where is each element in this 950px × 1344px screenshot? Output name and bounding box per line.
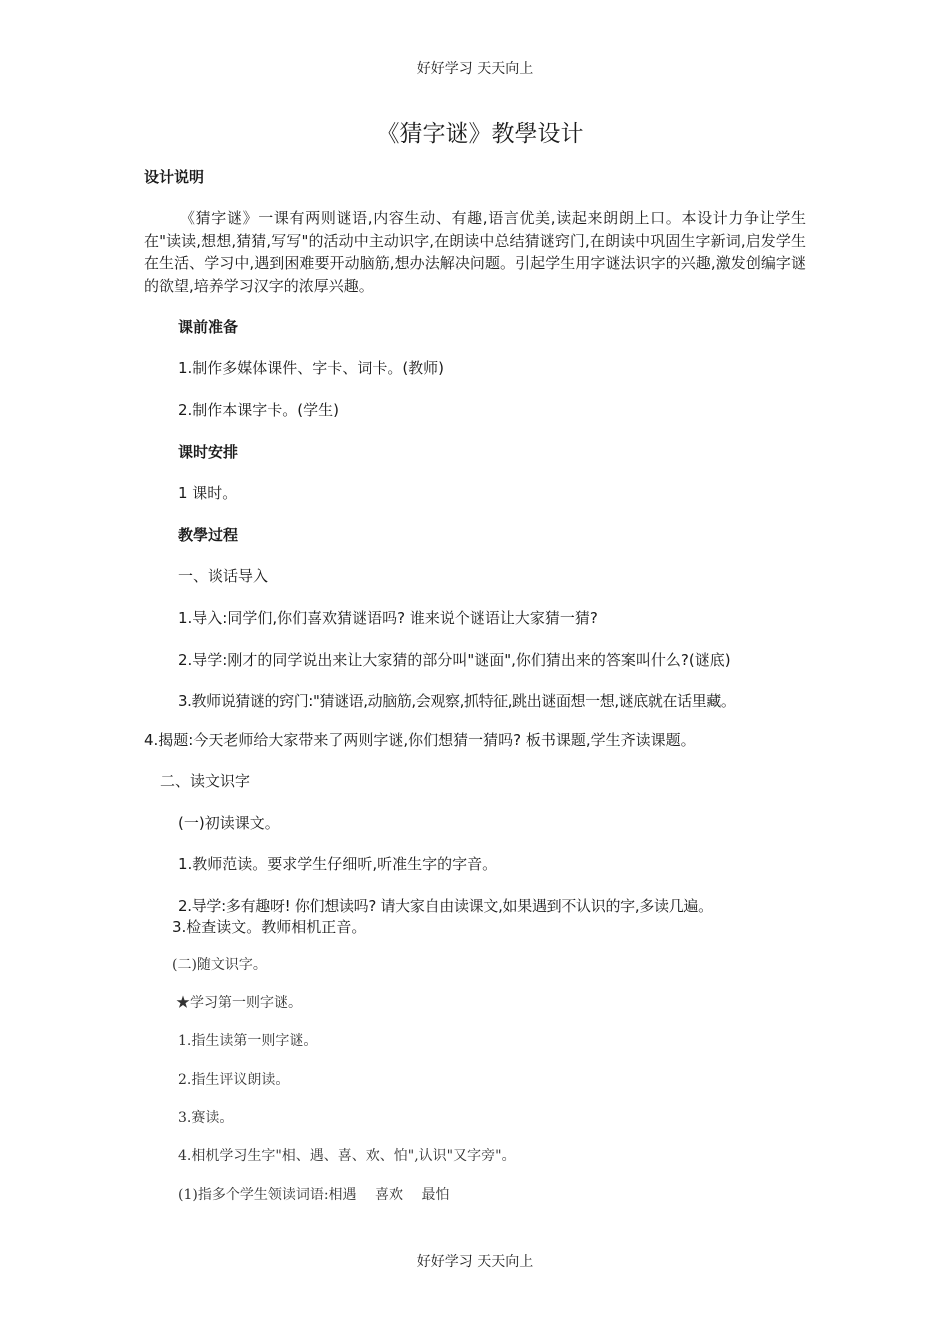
page-footer: 好好学习 天天向上: [416, 1254, 534, 1270]
sub1-heading: (一)初读课文。: [178, 814, 280, 832]
prep-item-2: 2.制作本课字卡。(学生): [178, 401, 340, 419]
design-paragraph: 《猜字谜》一课有两则谜语,内容生动、有趣,语言优美,读起来朗朗上口。本设计力争让学生在"读读,想想,猜猜,写写"的活动中主动识字,在朗读中总结猜谜窍门,在朗读中巩固生字新词,启发学生在生活、学习中,遇到困难要开动脑筋,想办法解决问题。引起学生用字谜法识字的兴趣,激发创编字谜的欲望,培养学习汉字的浓厚兴趣。: [144, 209, 806, 295]
sub2-item-1: 1.指生读第一则字谜。: [178, 1033, 318, 1049]
part2-heading: 二、读文识字: [160, 772, 251, 790]
schedule-text: 1 课时。: [178, 484, 238, 502]
document-title: 《猜字谜》教學设计: [376, 121, 584, 147]
part1-item-4: 4.揭题:今天老师给大家带来了两则字谜,你们想猜一猜吗? 板书课题,学生齐读课题。: [144, 731, 696, 749]
sub1-item-1: 1.教师范读。要求学生仔细听,听准生字的字音。: [178, 855, 498, 873]
star-item: ★学习第一则字谜。: [176, 995, 302, 1011]
sub2-item-3: 3.赛读。: [178, 1110, 234, 1126]
sub1-item-2: 2.导学:多有趣呀! 你们想读吗? 请大家自由读课文,如果遇到不认识的字,多读几遍。: [178, 897, 713, 915]
part1-item-3: 3.教师说猜谜的窍门:"猜谜语,动脑筋,会观察,抓特征,跳出谜面想一想,谜底就在话里藏。: [178, 692, 736, 710]
part1-item-1: 1.导入:同学们,你们喜欢猜谜语吗? 谁来说个谜语让大家猜一猜?: [178, 609, 598, 627]
sub2-item-5: (1)指多个学生领读词语:相遇 喜欢 最怕: [178, 1187, 450, 1203]
sub2-item-2: 2.指生评议朗读。: [178, 1072, 290, 1088]
design-heading: 设计说明: [144, 168, 205, 186]
part1-heading: 一、谈话导入: [178, 567, 269, 585]
sub2-item-4: 4.相机学习生字"相、遇、喜、欢、怕",认识"又字旁"。: [178, 1148, 516, 1164]
prep-heading: 课前准备: [178, 318, 239, 336]
prep-item-1: 1.制作多媒体课件、字卡、词卡。(教师): [178, 359, 445, 377]
part1-item-2: 2.导学:刚才的同学说出来让大家猜的部分叫"谜面",你们猜出来的答案叫什么?(谜底): [178, 651, 731, 669]
process-heading: 教學过程: [178, 526, 239, 544]
page-header: 好好学习 天天向上: [416, 61, 534, 77]
schedule-heading: 课时安排: [178, 443, 239, 461]
sub1-item-3: 3.检查读文。教师相机正音。: [172, 918, 367, 936]
sub2-heading: (二)随文识字。: [172, 957, 267, 973]
